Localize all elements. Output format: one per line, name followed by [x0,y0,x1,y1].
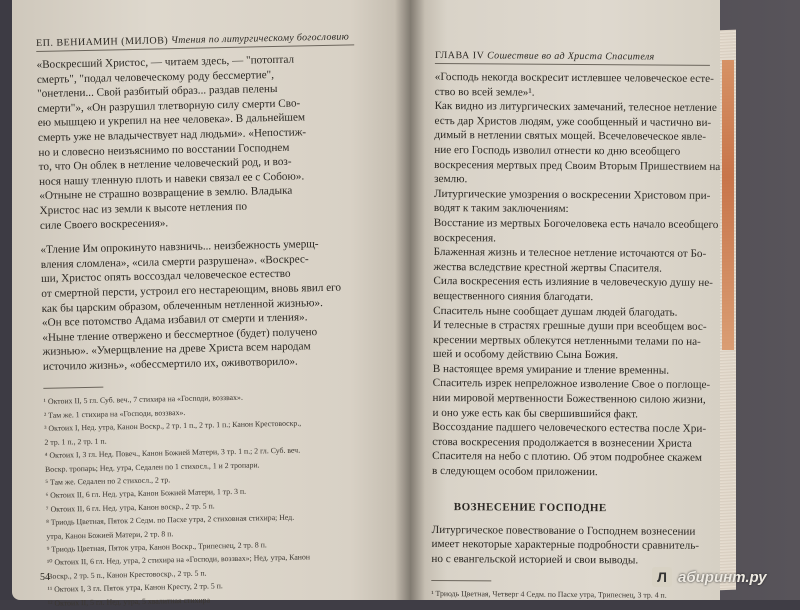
text-line: «Отныне не страшно возвращение в землю. Владыка [39,185,293,203]
running-head-chapter: ГЛАВА IV [434,50,485,62]
text-line: но с евангельской историей и свои выводы. [431,552,639,567]
footnote: ⁵ Там же. Седален по 2 стихосл., 2 тр. [45,475,171,487]
text-line: Литургические умозрения о воскресении Христовом при- [433,187,711,202]
text-line: имеет некоторые характерные подробности сравнитель- [431,538,700,553]
text-line: воскресения мертвых пред Своим Вторым Пришествием на [434,158,721,173]
footnote: ⁶ Октоих II, 6 гл. Нед. утра, Канон Божией Матери, 1 тр. 3 п. [45,487,247,501]
text-line: Литургическое повествование о Господнем вознесении [431,523,696,538]
text-line: В настоящее время умирание и тление временны. [432,362,670,377]
text-line: Блаженная жизнь и телесное нетление источаются от Бо- [433,246,707,261]
text-line: водят к таким заключениям: [433,202,569,216]
right-section-text [431,523,706,569]
footnote: ⁷ Октоих II, 6 гл. Нед. утра, Канон воскр., 2 тр. 5 п. [45,501,215,514]
text-line: в следующем особом приложении. [432,465,598,479]
text-line: стова воскресения продолжается в вознесении Христа [432,435,692,450]
footnote-divider [431,580,491,581]
footnote: ¹¹ Октоих I, 3 гл. Пяток утра, Канон Кресту, 2 тр. 5 п. [47,581,223,595]
text-line: как бы царским образом, облеченным нетленной жизнью». [41,296,323,315]
text-line: Спаситель ныне сообщает душам людей благодать. [433,304,678,319]
left-running-head [36,31,354,52]
watermark-text: абиринт.ру [678,568,767,586]
text-line: землю. [434,173,468,186]
text-line: вещественного сияния благодати. [433,289,594,304]
text-line: «Ныне тление отвержено и бессмертное (будет) получено [42,325,318,344]
text-line: нии мировой мертвенности Божественною силою жизни, [432,392,706,406]
running-head-title: Чтения по литургическому богословию [170,31,350,47]
text-line: и оно уже есть как бы свершившийся факт. [432,406,638,421]
text-line: есть дар Христов людям, уже сообщенный и частично ви- [434,114,712,129]
text-line: нося нашу тленную плоть и навеки связал ее с Собою». [38,170,305,188]
footnote: 2 тр. 1 п., 2 тр. 1 п. [44,436,107,447]
text-line: жества вследствие крестной жертвы Спасителя. [433,260,662,275]
page-number: 54 [40,572,50,583]
text-line: кресении мертвых облекутся нетленными телами по на- [432,333,701,348]
footnote: ⁹ Триодь Цветная, Пяток утра, Канон Воскр., Трипеснец, 2 тр. 8 п. [46,540,267,554]
left-page [12,0,410,608]
text-line: Воссоздание падшего человеческого естества после Хри- [432,421,707,436]
left-body-text [36,51,361,374]
text-line: И телесные в страстях грешные души при всеобщем вос- [433,319,707,333]
right-running-head [435,50,710,66]
footnote-divider [43,387,103,389]
footnote: ¹² Октоих II, 5 гл. Нед. утра, 5 хвалитная стихира [47,595,211,608]
text-line: смерть уже не владычествует над людьми». «Непостиж- [37,126,307,144]
labirint-logo-icon: Л [652,567,672,587]
footnote: ² Там же. 1 стихира на «Господи, воззвах». [43,407,186,420]
text-line: Как видно из литургических замечаний, телесное нетление [434,100,717,115]
text-line: ши, Христос опять воссоздал человеческое естество [40,268,291,286]
text-line: «Он все потомство Адама избавил от смерти и тления». [41,311,308,330]
footnote: ⁸ Триодь Цветная, Пяток 2 Седм. по Пасхе утра, 2 стиховная стихира; Нед. [46,512,295,528]
text-line: шей и особому действию Сына Божия. [432,348,619,362]
text-line: воскресения. [433,231,497,244]
footnote: Воскр. тропарь; Нед. утра, Седален по 1 стихосл., 1 и 2 тропари. [44,459,260,474]
text-line: источило жизнь», «обессмертило их, оживотворило». [42,355,298,373]
text-line: силе Своего воскресения». [39,216,169,232]
left-page-content [36,31,366,610]
text-line: Спаситель изрек непреложное изволение Свое о поглоще- [432,377,711,392]
text-line: смерти"», «Он разрушил тлетворную силу смерти Сво- [37,97,301,115]
text-line: димый в нетлении святых мощей. Всечеловеческое явле- [434,129,707,144]
running-head-author: ЕП. ВЕНИАМИН (МИЛОВ) [36,35,169,49]
text-line: то, что Он облек в нетление человеческий род, и воз- [38,155,292,174]
text-line: ство во всей земле»¹. [434,85,535,99]
text-line: ею мышцею и укрепил на нее человека». В дальнейшем [37,111,306,130]
footnote: ¹ Октоих II, 5 гл. Суб. веч., 7 стихира на «Господи, воззвах». [43,393,243,407]
text-line: от смертной персти, устроил его нестареющим, вновь явил его [41,281,342,300]
footnote: ³ Октоих I, Нед. утра, Канон Воскр., 2 тр. 1 п., 2 тр. 1 п.; Канон Крестовоскр., [44,418,302,434]
footnote: утра, Канон Божией Матери, 2 тр. 8 п. [46,528,174,541]
footnote: ⁴ Октоих I, 3 гл. Нед. Повеч., Канон Божией Матери, 3 тр. 1 п.; 2 гл. Суб. веч. [44,445,301,461]
right-body-text [432,70,721,481]
footnote: Воскр., 2 тр. 5 п., Канон Крестовоскр., 2 тр. 5 п. [47,568,207,581]
right-page-content [431,50,721,603]
text-line: Восстание из мертвых Богочеловека есть начало всеобщего [433,216,719,231]
book-cover-edge [722,60,734,350]
text-line: смерть", "подал человеческому роду бессмертие", [36,68,275,86]
text-line: ние его Господь изволил отнести ко дню всеобщего [434,143,681,158]
right-page [410,0,720,600]
left-footnotes [43,389,365,610]
running-head-title: Сошествие во ад Христа Спасителя [487,50,655,63]
text-line: вления сломлена», «сила смерти разрушена». «Воскрес- [40,253,309,271]
text-line: Христос нас из земли к высоте нетления по [39,200,248,217]
text-line: «Господь некогда воскресит истлевшее человеческое есте- [434,70,714,85]
watermark [652,565,792,589]
text-line: Спасителя на небо с плотию. Об этом подробнее скажем [432,450,703,465]
section-heading: ВОЗНЕСЕНИЕ ГОСПОДНЕ [453,500,607,514]
text-line: «Тление Им опрокинуто навзничь... неизбежность умерщ- [40,238,319,257]
text-line: Сила воскресения есть излияние в человеческую душу не- [433,275,713,290]
text-line: «Воскресший Христос, — читаем здесь, — "потоптал [36,53,295,71]
text-line: но и словесно неизъяснимо по восстании Господнем [38,141,290,159]
text-line: "онетлени... Свой разбитый образ... раздав пелены [37,83,278,101]
text-line: жизнью». «Умерщвление на древе Христа всем народам [42,340,311,359]
book-gutter [395,0,425,600]
footnote: ¹ Триодь Цветная, Четверг 4 Седм. по Пасхе утра, Трипеснец, 3 тр. 4 п. [431,589,667,601]
footnote: ¹⁰ Октоих II, 6 гл. Нед. утра, 2 стихира на «Господи, воззвах»; Нед. утра, Канон [46,552,311,568]
